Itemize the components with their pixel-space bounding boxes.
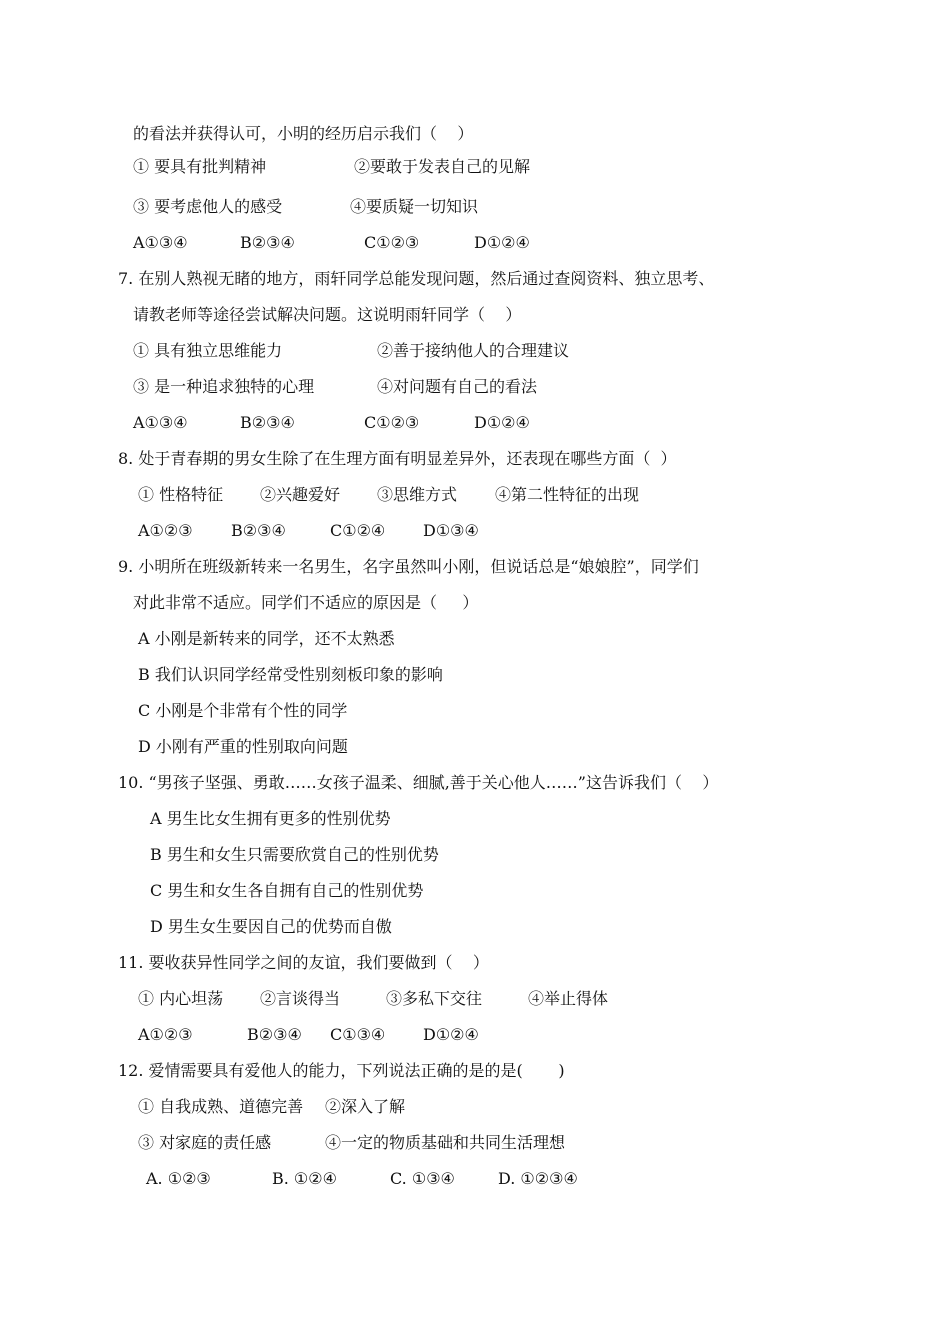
q8-choice-c: C①②④ xyxy=(330,521,386,540)
q7-choice-c: C①②③ xyxy=(364,413,420,432)
q11-option-4: ④举止得体 xyxy=(528,989,609,1008)
q6-option-1: ① 要具有批判精神 xyxy=(133,157,267,176)
q10-option-b: B 男生和女生只需要欣赏自己的性别优势 xyxy=(150,845,439,864)
q9-option-a: A 小刚是新转来的同学，还不太熟悉 xyxy=(138,629,395,648)
q7-option-4: ④对问题有自己的看法 xyxy=(377,377,538,396)
q6-choice-a: A①③④ xyxy=(133,233,188,252)
q10-option-a: A 男生比女生拥有更多的性别优势 xyxy=(150,809,391,828)
q11-choice-c: C①③④ xyxy=(330,1025,386,1044)
q8-option-2: ②兴趣爱好 xyxy=(260,485,341,504)
q6-option-2: ②要敢于发表自己的见解 xyxy=(354,157,531,176)
q10-option-d: D 男生女生要因自己的优势而自傲 xyxy=(150,917,392,936)
q11-stem: 11. 要收获异性同学之间的友谊，我们要做到（ ） xyxy=(118,953,489,972)
q9-stem-line-2: 对此非常不适应。同学们不适应的原因是（ ） xyxy=(133,593,479,612)
q7-choice-d: D①②④ xyxy=(474,413,530,432)
q11-option-2: ②言谈得当 xyxy=(260,989,341,1008)
q12-choice-c: C. ①③④ xyxy=(390,1169,455,1188)
q7-option-1: ① 具有独立思维能力 xyxy=(133,341,283,360)
q7-option-2: ②善于接纳他人的合理建议 xyxy=(377,341,570,360)
q10-stem: 10. “男孩子坚强、勇敢……女孩子温柔、细腻,善于关心他人……”这告诉我们（ ） xyxy=(118,773,719,792)
q12-choice-a: A. ①②③ xyxy=(146,1169,211,1188)
q6-choice-b: B②③④ xyxy=(240,233,295,252)
q6-option-3: ③ 要考虑他人的感受 xyxy=(133,197,283,216)
q12-option-3: ③ 对家庭的责任感 xyxy=(138,1133,272,1152)
q9-option-d: D 小刚有严重的性别取向问题 xyxy=(138,737,348,756)
q11-option-1: ① 内心坦荡 xyxy=(138,989,224,1008)
q12-option-4: ④一定的物质基础和共同生活理想 xyxy=(325,1133,566,1152)
q11-option-3: ③多私下交往 xyxy=(386,989,483,1008)
q7-stem-line-2: 请教老师等途径尝试解决问题。这说明雨轩同学（ ） xyxy=(133,305,522,324)
q7-stem-line-1: 7. 在别人熟视无睹的地方，雨轩同学总能发现问题，然后通过查阅资料、独立思考、 xyxy=(118,269,715,288)
q6-option-4: ④要质疑一切知识 xyxy=(350,197,479,216)
q6-choice-d: D①②④ xyxy=(474,233,530,252)
q8-option-4: ④第二性特征的出现 xyxy=(495,485,640,504)
q8-choice-b: B②③④ xyxy=(231,521,286,540)
q11-choice-d: D①②④ xyxy=(423,1025,479,1044)
q8-option-3: ③思维方式 xyxy=(377,485,458,504)
q12-option-2: ②深入了解 xyxy=(325,1097,406,1116)
q8-stem: 8. 处于青春期的男女生除了在生理方面有明显差异外，还表现在哪些方面（ ） xyxy=(118,449,677,468)
q7-option-3: ③ 是一种追求独特的心理 xyxy=(133,377,315,396)
q9-option-b: B 我们认识同学经常受性别刻板印象的影响 xyxy=(138,665,443,684)
q12-choice-d: D. ①②③④ xyxy=(498,1169,578,1188)
q6-choice-c: C①②③ xyxy=(364,233,420,252)
q12-option-1: ① 自我成熟、道德完善 xyxy=(138,1097,304,1116)
q12-stem: 12. 爱情需要具有爱他人的能力，下列说法正确的是的是( ) xyxy=(118,1061,565,1080)
q6-stem-continuation: 的看法并获得认可，小明的经历启示我们（ ） xyxy=(133,124,474,143)
q11-choice-b: B②③④ xyxy=(247,1025,302,1044)
q7-choice-b: B②③④ xyxy=(240,413,295,432)
q10-option-c: C 男生和女生各自拥有自己的性别优势 xyxy=(150,881,424,900)
q12-choice-b: B. ①②④ xyxy=(272,1169,337,1188)
q8-option-1: ① 性格特征 xyxy=(138,485,224,504)
q11-choice-a: A①②③ xyxy=(138,1025,193,1044)
q8-choice-d: D①③④ xyxy=(423,521,479,540)
q9-stem-line-1: 9. 小明所在班级新转来一名男生，名字虽然叫小刚，但说话总是“娘娘腔”，同学们 xyxy=(118,557,699,576)
q7-choice-a: A①③④ xyxy=(133,413,188,432)
q8-choice-a: A①②③ xyxy=(138,521,193,540)
q9-option-c: C 小刚是个非常有个性的同学 xyxy=(138,701,348,720)
